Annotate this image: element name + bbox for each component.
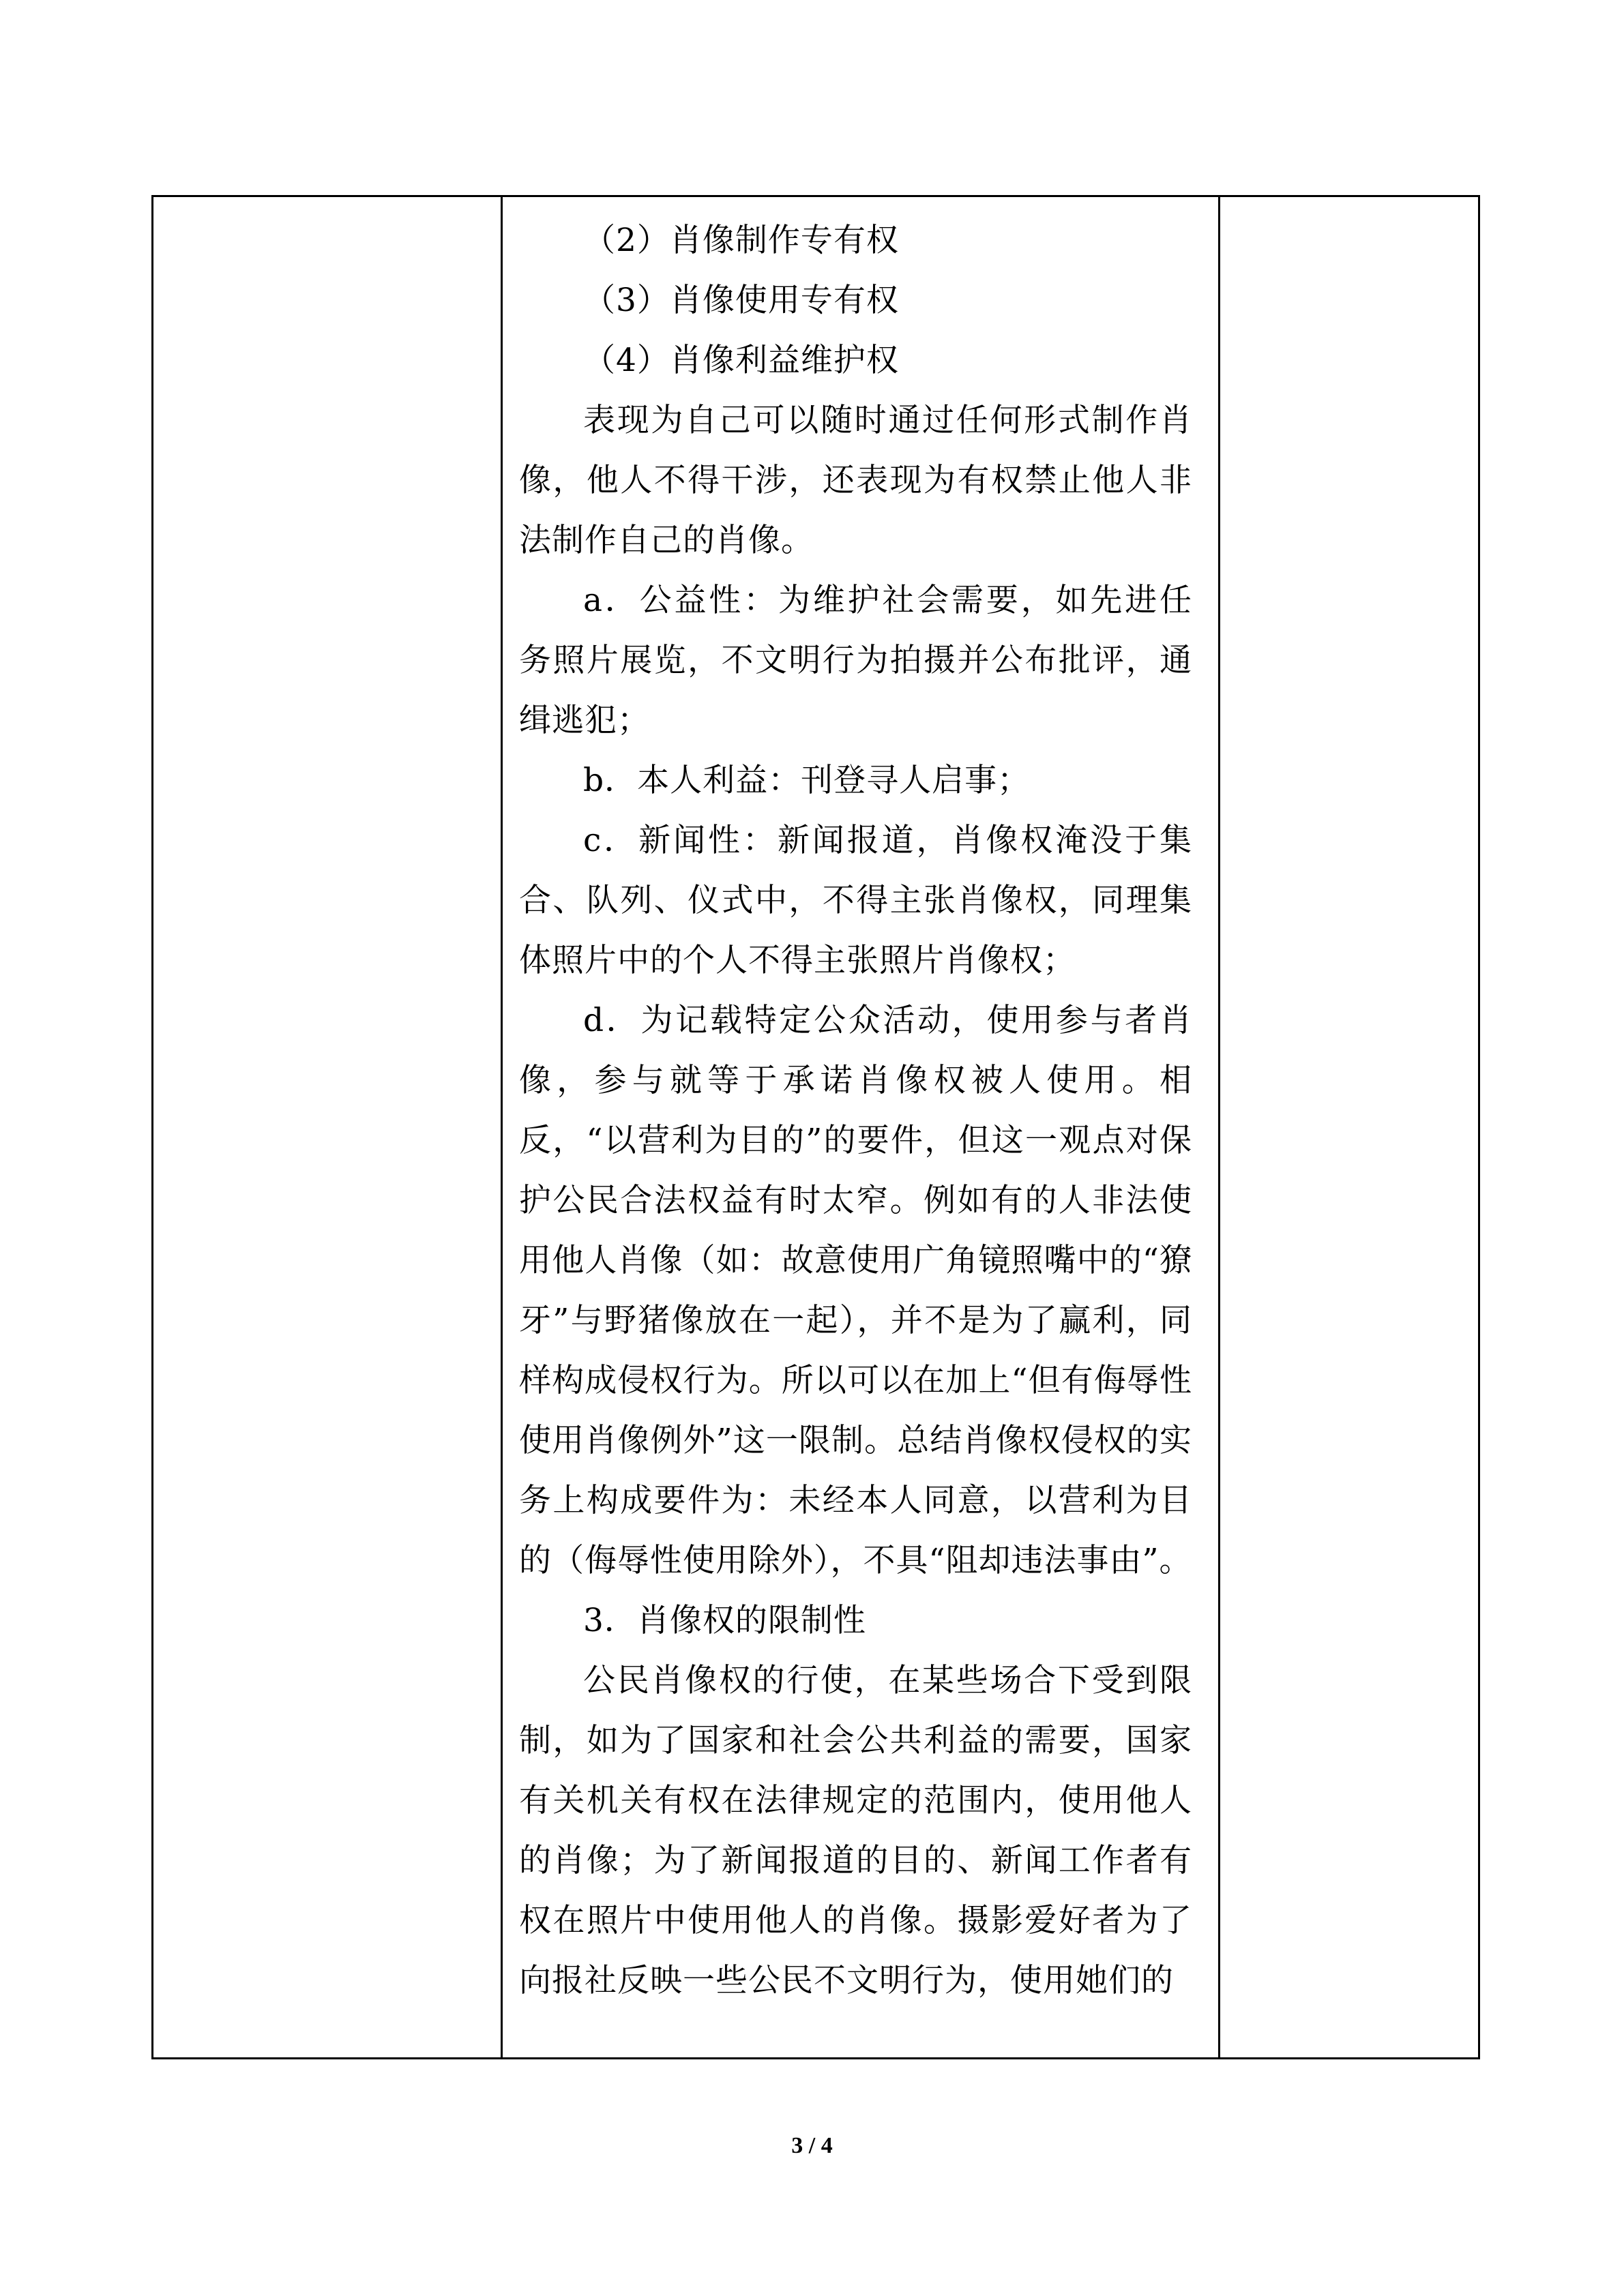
paragraph-portrait-interest-right: （4）肖像利益维护权 <box>583 342 899 379</box>
paragraph-making-explanation: 表现为自己可以随时通过任何形式制作肖像，他人不得干涉，还表现为有权禁止他人非法制作自己的肖像。 <box>519 402 1192 559</box>
left-cell <box>153 196 502 2059</box>
section-heading-limitation: 3．肖像权的限制性 <box>583 1602 866 1639</box>
paragraph-portrait-use-right: （3）肖像使用专有权 <box>583 282 899 319</box>
paragraph-item-d: d．为记载特定公众活动，使用参与者肖像，参与就等于承诺肖像权被人使用。相反，“以营利为目的”的要件，但这一观点对保护公民合法权益有时太窄。例如有的人非法使用他人肖像（如：故意使用广角镜照嘴中的“獠牙”与野猪像放在一起），并不是为了赢利，同样构成侵权行为。所以可以在加上“但有侮辱性使用肖像例外”这一限制。总结肖像权侵权的实务上构成要件为：未经本人同意，以营利为目的（侮辱性使用除外），不具“阻却违法事由”。 <box>519 1002 1192 1579</box>
content-body <box>503 197 1218 2011</box>
paragraph-portrait-making-right: （2）肖像制作专有权 <box>583 222 899 259</box>
paragraph-item-a: a．公益性：为维护社会需要，如先进任务照片展览，不文明行为拍摄并公布批评，通缉逃犯； <box>519 582 1192 739</box>
document-table <box>151 195 1480 2059</box>
paragraph-limitation: 公民肖像权的行使，在某些场合下受到限制，如为了国家和社会公共利益的需要，国家有关机关有权在法律规定的范围内，使用他人的肖像；为了新闻报道的目的、新闻工作者有权在照片中使用他人的肖像。摄影爱好者为了向报社反映一些公民不文明行为，使用她们的 <box>519 1662 1192 1999</box>
content-cell <box>502 196 1220 2059</box>
right-cell <box>1220 196 1479 2059</box>
paragraph-item-b: b．本人利益：刊登寻人启事； <box>583 762 1031 799</box>
table-row <box>153 196 1479 2059</box>
paragraph-item-c: c．新闻性：新闻报道，肖像权淹没于集合、队列、仪式中，不得主张肖像权，同理集体照片中的个人不得主张照片肖像权； <box>519 822 1192 979</box>
page-number: 3 / 4 <box>791 2133 833 2158</box>
